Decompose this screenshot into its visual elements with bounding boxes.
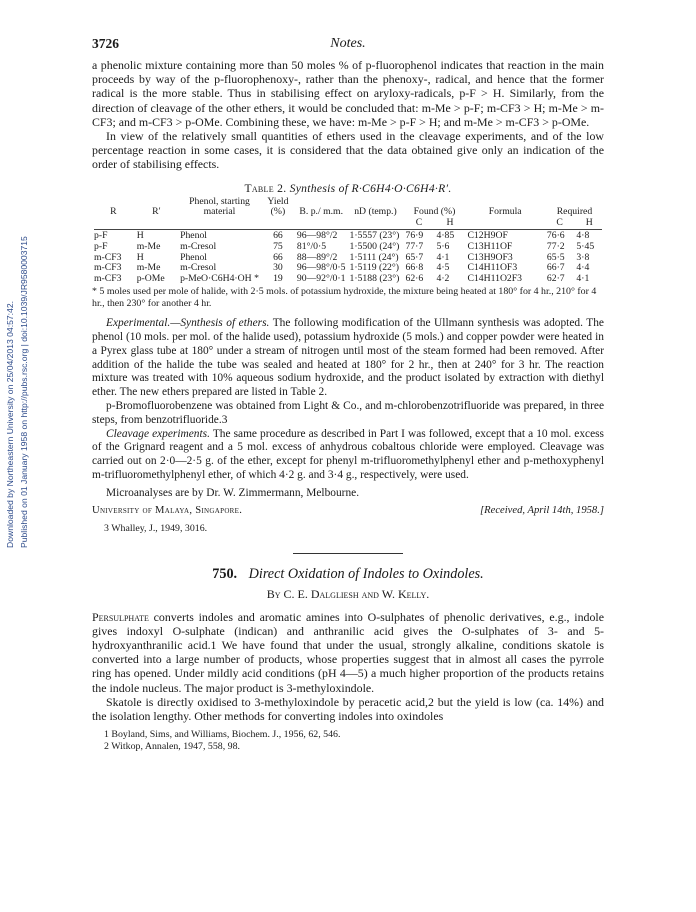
cell-found-c: 77·7 [405, 241, 424, 252]
cleavage-text: The same procedure as described in Part I was followed, except that a 10 mol. excess of the Grignard reagent and a 5 mol. excess of anhydrous cobaltous chloride were employed. Cleavage was carried out on 2·0—2·5 g. of the ether, except for phenyl m-trifluoromethylphenyl ether and p-methoxyphenyl m-trifluoromethylphenyl ether, of which 4·2 g. and 3·4 g., respectively, were used. [92, 427, 604, 481]
lead-word: Persulphate [92, 609, 149, 624]
article-title-block [92, 566, 604, 583]
cell-r: m-CF3 [94, 262, 122, 274]
cell-yield: 30 [273, 262, 283, 274]
page-body [92, 36, 604, 753]
download-watermark [4, 168, 40, 548]
cell-found-c: 76·9 [405, 230, 424, 242]
cell-found-c: 62·6 [405, 272, 424, 284]
cell-req-c: 77·2 [546, 241, 565, 252]
cell-bp: 96—98°/2 [296, 230, 338, 242]
cell-yield: 66 [273, 230, 283, 242]
table-caption [92, 182, 604, 195]
cell-nd: 1·5119 (22°) [349, 262, 399, 274]
paragraph-caveat: In view of the relatively small quantities of ethers used in the cleavage experiments, and of the low percentage reaction in some cases, it is considered that the data obtained give only an indication of the order of stabilising effects. [92, 129, 604, 172]
paragraph-microanalyses: Microanalyses are by Dr. W. Zimmermann, Melbourne. [106, 486, 360, 499]
running-title: Notes. [330, 36, 366, 51]
cell-nd: 1·5557 (23°) [349, 230, 400, 242]
table-title: Synthesis of R·C6H4·O·C6H4·R′. [289, 181, 452, 195]
cell-found-h: 4·1 [436, 251, 450, 263]
doi-link[interactable]: Published on 01 January 1958 on http://pubs.rsc.org | doi:10.1039/JR9580003715 [19, 236, 29, 548]
cell-phenol: Phenol [180, 230, 207, 242]
cell-r-prime: m-Me [136, 262, 161, 274]
cell-found-h: 4·5 [436, 262, 450, 274]
paragraph-conclusion: a phenolic mixture containing more than 50 moles % of p-fluorophenol indicates that reaction in the main proceeds by way of the p-fluorophenoxy-, rather than the phenoxy-, radical, and hence that the former radical is the more stable. Thus in stabilising effect on aryloxy-radicals, p-F > H. Similarly, from the direction of cleavage of the other ethers, it would be concluded that: m-Me > p-F; m-CF3 > H; m-Me > m-CF3; and m-CF3 > p-OMe. Combining these, we have: m-Me > p-F > H; and m-Me > m-CF3 > p-OMe. [92, 58, 604, 129]
cell-found-h: 4·85 [436, 230, 455, 242]
paragraph-skatole: Skatole is directly oxidised to 3-methyloxindole by peracetic acid,2 but the yield is low (ca. 14%) and the isolation lengthy. Other methods for converting indoles into oxindoles [92, 694, 604, 723]
received-date: [Received, April 14th, 1958.] [480, 504, 604, 516]
section-heading-cleavage: Cleavage experiments. [106, 427, 210, 440]
cell-nd: 1·5111 (24°) [349, 251, 399, 263]
table-row [92, 242, 604, 253]
page-number: 3726 [92, 36, 119, 51]
download-notice: Downloaded by Northeastern University on 25/04/2013 04:57:42. [5, 301, 15, 548]
cell-formula: C14H11OF3 [467, 262, 518, 274]
table-row [92, 253, 604, 264]
paragraph-persulphate [92, 610, 604, 695]
running-header [92, 36, 604, 58]
col-header-formula: Formula [488, 206, 522, 218]
cell-yield: 19 [273, 272, 283, 284]
col-header-found-c: C [415, 216, 423, 228]
cell-found-c: 65·7 [405, 251, 424, 263]
col-header-req-c: C [556, 216, 563, 228]
article-number: 750. [212, 565, 238, 582]
col-header-phenol: Phenol, starting material [189, 195, 250, 218]
article-authors [92, 587, 604, 602]
table-row [92, 263, 604, 274]
cell-bp: 88—89°/2 [296, 251, 338, 263]
table-subheader-row [92, 218, 604, 229]
cell-nd: 1·5500 (24°) [349, 241, 400, 252]
cell-req-c: 76·6 [546, 230, 565, 242]
cell-yield: 75 [273, 241, 283, 252]
col-header-r-prime: R′ [152, 206, 161, 218]
cell-r: p-F [94, 241, 108, 252]
cell-req-c: 66·7 [546, 262, 565, 274]
col-header-required: Required [556, 206, 593, 218]
cell-req-h: 3·8 [576, 251, 590, 263]
cell-phenol: m-Cresol [180, 262, 217, 274]
cell-bp: 96—98°/0·5 [296, 262, 346, 274]
col-header-yield: Yield (%) [267, 195, 289, 218]
article-title: Direct Oxidation of Indoles to Oxindoles. [248, 565, 484, 582]
table-row [92, 274, 604, 285]
col-header-bp: B. p./ m.m. [299, 206, 343, 218]
persulphate-text: converts indoles and aromatic amines into O-sulphates of phenolic derivatives, e.g., indole gives indoxyl O-sulphate (indican) and anthranilic acid gives the O-sulphates of 3- and 5-hydroxyanthranilic acid.1 We have found that under the usual, strongly alkaline, conditions skatole is converted into a large number of products, whose properties suggest that in almost all cases the pyrrole ring has opened. Under mildly acid conditions (pH 4—5) a much higher proportion of the products retains the indole nucleus. The major product is 3-methyloxindole. [92, 609, 604, 695]
paragraph-reagents: p-Bromofluorobenzene was obtained from Light & Co., and m-chlorobenzotrifluoride was prepared, in three steps, from benzotrifluoride.3 [92, 399, 604, 426]
footnotes [92, 729, 604, 753]
synthesis-text: The following modification of the Ullmann synthesis was adopted. The phenol (10 mols. per mol. of the halide used), potassium hydroxide (5 mols.) and copper powder were heated in a Pyrex glass tube at 180° under a stream of nitrogen until most of the steam formed had been removed. After addition of the halide the tube was sealed and heated at 180° for 2 hr., then at 240° for 3 hr. The reaction mixture was treated with 10% aqueous sodium hydroxide, and the product isolated by extraction with diethyl ether. The new ethers prepared are listed in Table 2. [92, 317, 604, 399]
cell-phenol: p-MeO·C6H4·OH * [180, 272, 259, 284]
affiliation-line [92, 505, 604, 519]
cell-req-c: 62·7 [546, 272, 565, 284]
cell-r-prime: H [136, 251, 144, 263]
footnote-whalley: 3 Whalley, J., 1949, 3016. [104, 522, 208, 534]
section-heading-synthesis: Experimental.—Synthesis of ethers. [106, 317, 270, 330]
synthesis-table [92, 197, 604, 285]
cell-bp: 81°/0·5 [296, 241, 327, 252]
cell-found-h: 4·2 [436, 272, 450, 284]
cell-formula: C13H9OF3 [467, 251, 513, 263]
col-header-nd: nD (temp.) [354, 206, 397, 218]
cell-req-c: 65·5 [546, 251, 565, 263]
cell-phenol: Phenol [180, 251, 207, 263]
cell-req-h: 4·8 [576, 230, 590, 242]
paragraph-cleavage [92, 428, 604, 483]
footnote-boyland: 1 Boyland, Sims, and Williams, Biochem. J., 1956, 62, 546. [104, 729, 341, 741]
cell-formula: C12H9OF [467, 230, 508, 242]
authors-text: By C. E. Dalgliesh and W. Kelly. [266, 586, 430, 601]
cell-found-c: 66·8 [405, 262, 424, 274]
cell-req-h: 5·45 [576, 241, 595, 252]
table-rule [94, 229, 602, 230]
table-header-row [92, 197, 604, 218]
table-footnote: * 5 moles used per mole of halide, with 2·5 mols. of potassium hydroxide, the mixture being heated at 180° for 4 hr., 210° for 4 hr., then 230° for another 4 hr. [92, 286, 597, 309]
paragraph-synthesis [92, 317, 604, 400]
institution: University of Malaya, Singapore. [92, 504, 243, 516]
cell-r-prime: m-Me [136, 241, 161, 252]
cell-r: m-CF3 [94, 251, 122, 263]
table-label: Table 2. [244, 181, 287, 195]
cell-req-h: 4·4 [576, 262, 590, 274]
col-header-found: Found (%) [413, 206, 456, 218]
cell-r-prime: H [136, 230, 144, 242]
cell-req-h: 4·1 [576, 272, 590, 284]
col-header-req-h: H [585, 216, 593, 228]
cell-found-h: 5·6 [436, 241, 450, 252]
cell-yield: 66 [273, 251, 283, 263]
cell-nd: 1·5188 (23°) [349, 272, 400, 284]
cell-bp: 90—92°/0·1 [296, 272, 346, 284]
cell-r-prime: p-OMe [136, 272, 165, 284]
cell-r: p-F [94, 230, 108, 242]
cell-r: m-CF3 [94, 272, 122, 284]
article-separator [293, 553, 403, 554]
cell-formula: C13H11OF [467, 241, 513, 252]
col-header-r: R [110, 206, 117, 218]
cell-phenol: m-Cresol [180, 241, 217, 252]
col-header-found-h: H [446, 216, 454, 228]
cell-formula: C14H11O2F3 [467, 272, 523, 284]
table-row [92, 231, 604, 242]
footnote-witkop: 2 Witkop, Annalen, 1947, 558, 98. [104, 741, 241, 753]
